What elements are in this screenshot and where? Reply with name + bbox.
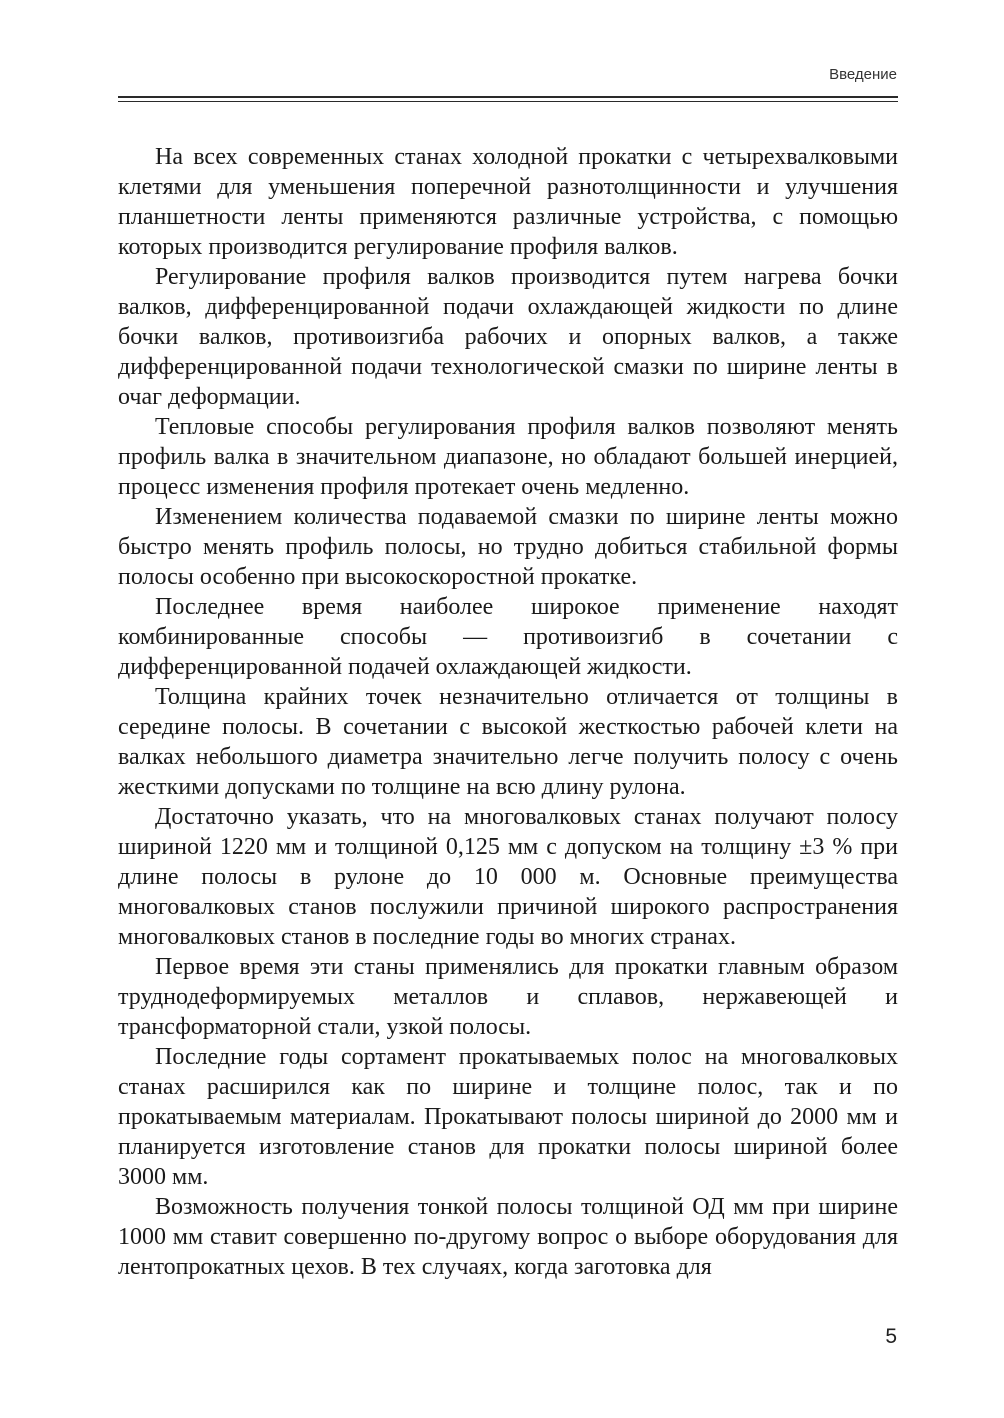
body-text <box>118 142 898 1282</box>
paragraph: Тепловые способы регулирования профиля валков позволяют менять профиль валка в значительном диапазоне, но обладают большей инерцией, процесс изменения профиля протекает очень медленно. <box>118 414 898 500</box>
paragraph: Последнее время наиболее широкое применение находят комбинированные способы — противоизгиб в сочетании с дифференцированной подачей охлаждающей жидкости. <box>118 594 898 680</box>
running-head: Введение <box>829 66 897 83</box>
page-number: 5 <box>885 1325 897 1348</box>
header-rule-thick <box>118 96 898 98</box>
paragraph: Изменением количества подаваемой смазки по ширине ленты можно быстро менять профиль полосы, но трудно добиться стабильной формы полосы особенно при высокоскоростной прокатке. <box>118 504 898 590</box>
paragraph: Возможность получения тонкой полосы толщиной ОД мм при ширине 1000 мм ставит совершенно по-другому вопрос о выборе оборудования для лентопрокатных цехов. В тех случаях, когда заготовка для <box>118 1194 898 1280</box>
paragraph: На всех современных станах холодной прокатки с четырехвалковыми клетями для уменьшения поперечной разнотолщинности и улучшения планшетности ленты применяются различные устройства, с помощью которых производится регулирование профиля валков. <box>118 144 898 260</box>
paragraph: Регулирование профиля валков производится путем нагрева бочки валков, дифференцированной подачи охлаждающей жидкости по длине бочки валков, противоизгиба рабочих и опорных валков, а также дифференцированной подачи технологической смазки по ширине ленты в очаг деформации. <box>118 264 898 410</box>
paragraph: Первое время эти станы применялись для прокатки главным образом труднодеформируемых металлов и сплавов, нержавеющей и трансформаторной стали, узкой полосы. <box>118 954 898 1040</box>
paragraph: Последние годы сортамент прокатываемых полос на многовалковых станах расширился как по ширине и толщине полос, так и по прокатываемым материалам. Прокатывают полосы шириной до 2000 мм и планируется изготовление станов для прокатки полосы шириной более 3000 мм. <box>118 1044 898 1190</box>
paragraph: Достаточно указать, что на многовалковых станах получают полосу шириной 1220 мм и толщиной 0,125 мм с допуском на толщину ±3 % при длине полосы в рулоне до 10 000 м. Основные преимущества многовалковых станов послужили причиной широкого распространения многовалковых станов в последние годы во многих странах. <box>118 804 898 950</box>
header-rule-thin <box>118 101 898 102</box>
paragraph: Толщина крайних точек незначительно отличается от толщины в середине полосы. В сочетании с высокой жесткостью рабочей клети на валках небольшого диаметра значительно легче получить полосу с очень жесткими допусками по толщине на всю длину рулона. <box>118 684 898 800</box>
